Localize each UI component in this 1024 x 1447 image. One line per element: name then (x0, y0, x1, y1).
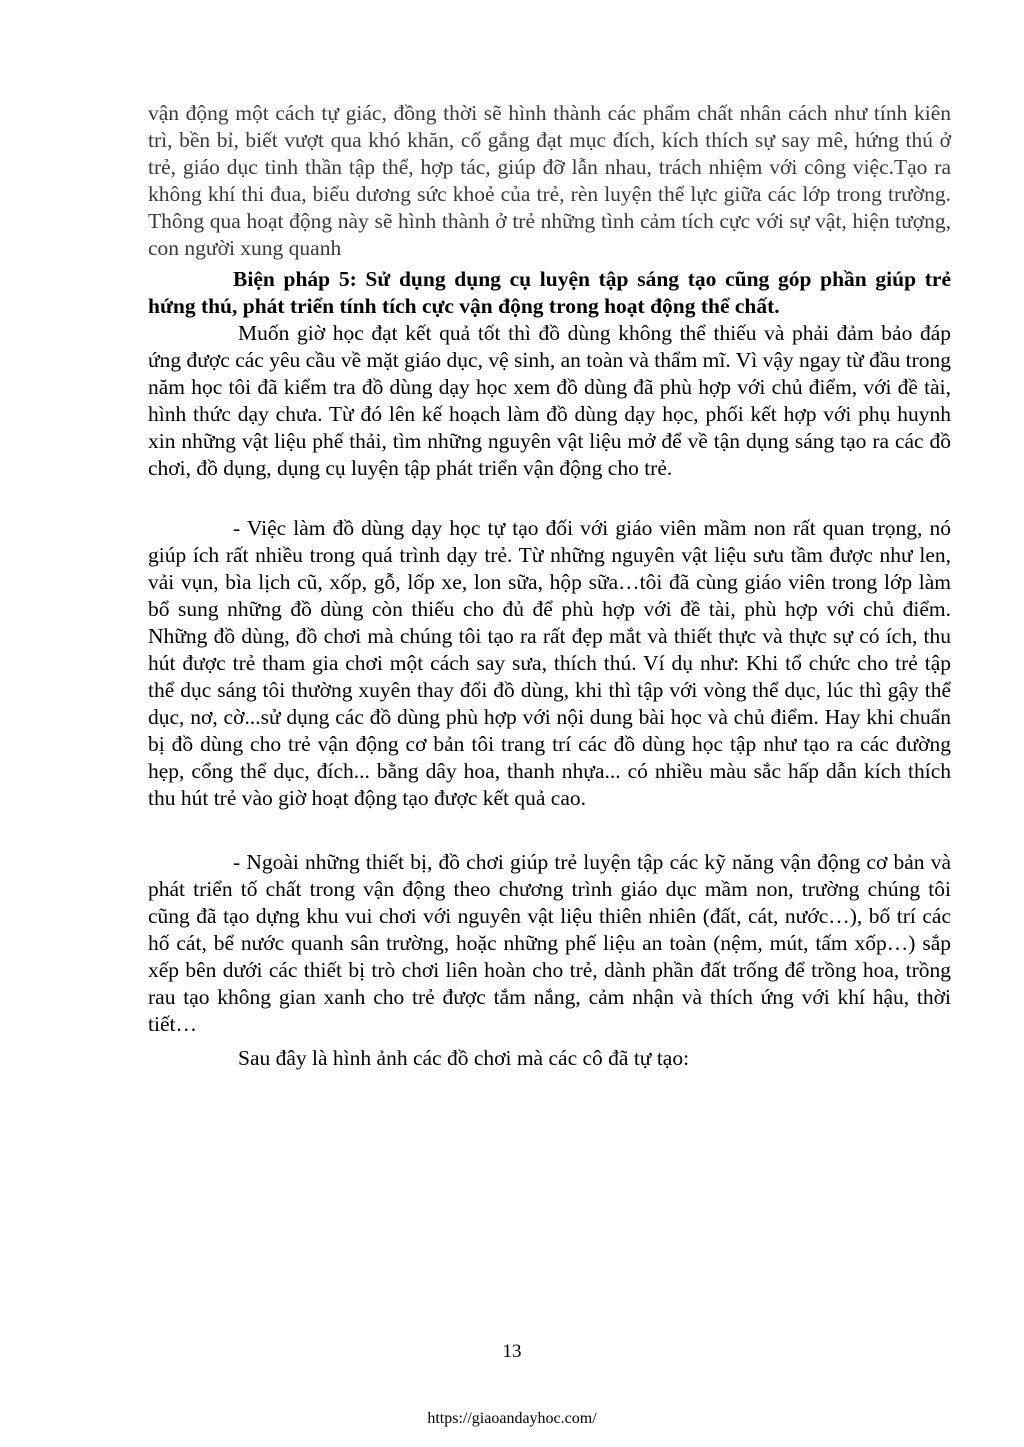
paragraph-continuation: vận động một cách tự giác, đồng thời sẽ hình thành các phẩm chất nhân cách như tính kiên trì, bền bỉ, biết vượt qua khó khăn, cố gắng đạt mục đích, kích thích sự say mê, hứng thú ở trẻ, giáo dục tinh thần tập thể, hợp tác, giúp đỡ lẫn nhau, trách nhiệm với công việc.Tạo ra không khí thi đua, biểu dương sức khoẻ của trẻ, rèn luyện thể lực giữa các lớp trong trường. Thông qua hoạt động này sẽ hình thành ở trẻ những tình cảm tích cực với sự vật, hiện tượng, con người xung quanh (148, 101, 951, 260)
page-number: 13 (502, 1341, 522, 1362)
paragraph-self-made-aids: - Việc làm đồ dùng dạy học tự tạo đối với giáo viên mầm non rất quan trọng, nó giúp ích rất nhiều trong quá trình dạy trẻ. Từ những nguyên vật liệu sưu tầm được như len, vải vụn, bìa lịch cũ, xốp, gỗ, lốp xe, lon sữa, hộp sữa…tôi đã cùng giáo viên trong lớp làm bổ sung những đồ dùng còn thiếu cho đủ để phù hợp với đề tài, phù hợp với chủ điểm. Những đồ dùng, đồ chơi mà chúng tôi tạo ra rất đẹp mắt và thiết thực và thực sự có ích, thu hút được trẻ tham gia chơi một cách say sưa, thích thú. Ví dụ như: Khi tổ chức cho trẻ tập thể dục sáng tôi thường xuyên thay đổi đồ dùng, khi thì tập với vòng thể dục, lúc thì gậy thể dục, nơ, cờ...sử dụng các đồ dùng phù hợp với nội dung bài học và chủ điểm. Hay khi chuẩn bị đồ dùng cho trẻ vận động cơ bản tôi trang trí các đồ dùng học tập như tạo ra các đường hẹp, cổng thể dục, đích... bằng dây hoa, thanh nhựa... có nhiều màu sắc hấp dẫn kích thích thu hút trẻ vào giờ hoạt động tạo được kết quả cao. (148, 516, 951, 810)
section-heading-measure-5: Biện pháp 5: Sử dụng dụng cụ luyện tập sáng tạo cũng góp phần giúp trẻ hứng thú, phát triển tính tích cực vận động trong hoạt động thể chất. (148, 267, 951, 318)
paragraph-teaching-aids: Muốn giờ học đạt kết quả tốt thì đồ dùng không thể thiếu và phải đảm bảo đáp ứng được các yêu cầu về mặt giáo dục, vệ sinh, an toàn và thẩm mĩ. Vì vậy ngay từ đầu trong năm học tôi đã kiểm tra đồ dùng dạy học xem đồ dùng đã phù hợp với chủ điểm, với đề tài, hình thức dạy chưa. Từ đó lên kế hoạch làm đồ dùng dạy học, phối kết hợp với phụ huynh xin những vật liệu phế thải, tìm những nguyên vật liệu mở để về tận dụng sáng tạo ra các đồ chơi, đồ dụng, dụng cụ luyện tập phát triển vận động cho trẻ. (148, 321, 951, 480)
paragraph-play-area: - Ngoài những thiết bị, đồ chơi giúp trẻ luyện tập các kỹ năng vận động cơ bản và phát triển tố chất trong vận động theo chương trình giáo dục mầm non, trường chúng tôi cũng đã tạo dựng khu vui chơi với nguyên vật liệu thiên nhiên (đất, cát, nước…), bố trí các hố cát, bể nước quanh sân trường, hoặc những phế liệu an toàn (nệm, mút, tấm xốp…) sắp xếp bên dưới các thiết bị trò chơi liên hoàn cho trẻ, dành phần đất trống để trồng hoa, trồng rau tạo không gian xanh cho trẻ được tắm nắng, cảm nhận và thích ứng với khí hậu, thời tiết… (148, 850, 951, 1036)
footer-url: https://giaoandayhoc.com/ (427, 1410, 597, 1427)
paragraph-images-intro: Sau đây là hình ảnh các đồ chơi mà các cô đã tự tạo: (238, 1046, 690, 1070)
